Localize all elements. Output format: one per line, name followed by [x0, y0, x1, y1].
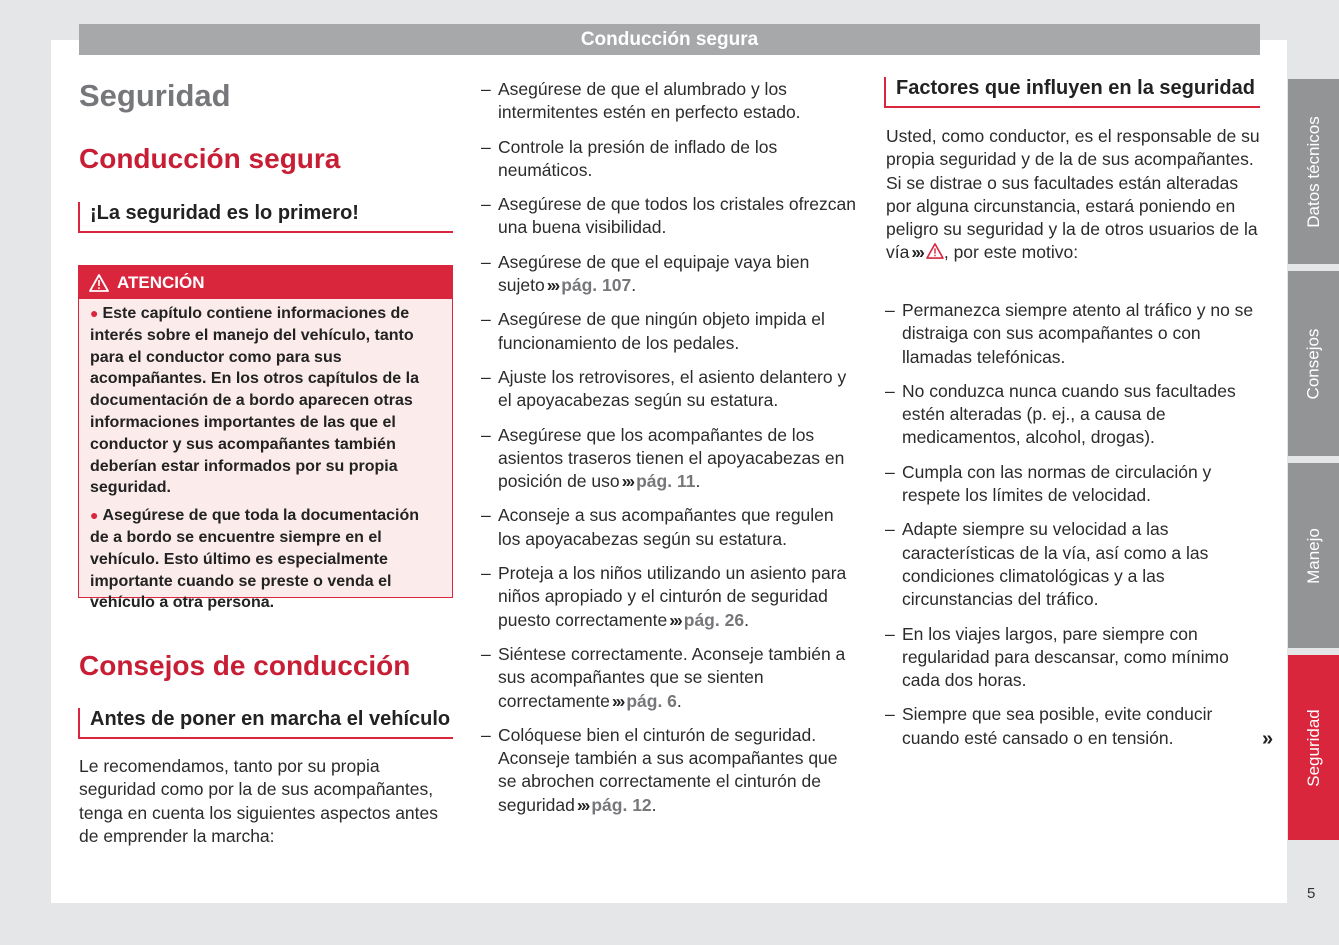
chapter-title-driving-tips: Consejos de conducción [79, 650, 411, 681]
running-header: Conducción segura [79, 24, 1260, 55]
list-item: – Asegúrese de que el equipaje vaya bien sujeto ››› pág. 107. [481, 251, 859, 298]
chapter-title: Conducción segura [79, 143, 341, 174]
bullet-icon: ● [90, 507, 99, 524]
bullet-icon: ● [90, 305, 99, 321]
reference-arrow-icon: ››› [576, 794, 589, 815]
tab-seguridad[interactable]: Seguridad [1288, 655, 1339, 840]
warning-triangle-icon [89, 274, 109, 292]
section-title: Seguridad [79, 78, 231, 113]
list-item: – Asegúrese que los acompañantes de los asientos traseros tienen el apoyacabezas en posición de uso ››› pág. 11. [481, 424, 859, 494]
list-item: – En los viajes largos, pare siempre con regularidad para descansar, como mínimo cada dos horas. [885, 623, 1260, 693]
intro-paragraph: Le recomendamos, tanto por su propia seguridad como por la de sus acompañantes, tenga en cuenta los siguientes aspectos antes de emprender la marcha: [79, 756, 438, 846]
list-item: – Asegúrese de que todos los cristales ofrezcan una buena visibilidad. [481, 193, 859, 240]
warning-item: ● Asegúrese de que toda la documentación de a bordo se encuentre siempre en el vehículo. Esto último es especialmente importante cuando se preste o venda el vehículo a otra persona. [90, 507, 419, 612]
page-reference-link[interactable]: pág. 12 [591, 794, 652, 815]
list-item: – Colóquese bien el cinturón de seguridad. Aconseje también a sus acompañantes que se abrochen correctamente el cinturón de seguridad ››› pág. 12. [481, 724, 859, 817]
list-item: – Siéntese correctamente. Aconseje también a sus acompañantes que se sienten correctamente ››› pág. 6. [481, 643, 859, 713]
list-item: – Ajuste los retrovisores, el asiento delantero y el apoyacabezas según su estatura. [481, 366, 859, 413]
page-reference-link[interactable]: pág. 6 [626, 690, 677, 711]
reference-arrow-icon: ››› [546, 275, 559, 296]
continue-arrow-icon: » [1262, 728, 1274, 750]
warning-box [78, 265, 453, 612]
reference-arrow-icon: ››› [621, 471, 634, 492]
list-item: – Aconseje a sus acompañantes que regulen los apoyacabezas según su estatura. [481, 504, 859, 551]
page-reference-link[interactable]: pág. 26 [683, 609, 745, 630]
subheading-safety-factors: Factores que influyen en la seguridad [884, 77, 1260, 108]
checklist [481, 78, 859, 828]
page-number: 5 [1307, 885, 1316, 902]
reference-arrow-icon: ››› [669, 609, 681, 630]
warning-triangle-icon[interactable] [926, 243, 944, 259]
list-item: – Adapte siempre su velocidad a las características de la vía, así como a las condiciones climatológicas y a las circunstancias del tráfico. [885, 518, 1260, 611]
subheading-safety-first: ¡La seguridad es lo primero! [78, 202, 453, 233]
subheading-before-starting: Antes de poner en marcha el vehículo [78, 708, 453, 739]
list-item: – Permanezca siempre atento al tráfico y no se distraiga con sus acompañantes o con llamadas telefónicas. [885, 299, 1260, 369]
reference-arrow-icon: ››› [911, 242, 923, 263]
tab-datos-tecnicos[interactable]: Datos técnicos [1288, 79, 1339, 264]
list-item: – Asegúrese de que ningún objeto impida el funcionamiento de los pedales. [481, 308, 859, 355]
list-item: – Controle la presión de inflado de los neumáticos. [481, 136, 859, 183]
page-reference-link[interactable]: pág. 11 [636, 471, 696, 492]
warning-header [79, 266, 452, 299]
safety-factors-list [885, 299, 1260, 761]
list-item: – Proteja a los niños utilizando un asiento para niños apropiado y el cinturón de seguridad puesto correctamente ››› pág. 26. [481, 562, 859, 632]
list-item: – Cumpla con las normas de circulación y respete los límites de velocidad. [885, 461, 1260, 508]
warning-item: ● Este capítulo contiene informaciones de interés sobre el manejo del vehículo, tanto para el conductor como para sus acompañantes. En los otros capítulos de la documentación de a bordo aparecen otras informaciones importantes de las que el conductor y sus acompañantes también deberían estar informados por su propia seguridad. [90, 305, 419, 497]
page-reference-link[interactable]: pág. 107 [561, 275, 632, 296]
tab-consejos[interactable]: Consejos [1288, 271, 1339, 456]
factors-intro: Usted, como conductor, es el responsable de su propia seguridad y de la de sus acompañantes. Si se distrae o sus facultades están alteradas por alguna circunstancia, estará poniendo en peligro su seguridad y la de otros usuarios de la vía ››› , por este motivo: [886, 126, 1260, 263]
list-item: – Asegúrese de que el alumbrado y los intermitentes estén en perfecto estado. [481, 78, 859, 125]
list-item: – Siempre que sea posible, evite conducir cuando esté cansado o en tensión. [885, 703, 1260, 750]
warning-title: ATENCIÓN [117, 273, 205, 292]
tab-manejo[interactable]: Manejo [1288, 463, 1339, 648]
list-item: – No conduzca nunca cuando sus facultades estén alteradas (p. ej., a causa de medicamentos, alcohol, drogas). [885, 380, 1260, 450]
reference-arrow-icon: ››› [611, 690, 624, 711]
